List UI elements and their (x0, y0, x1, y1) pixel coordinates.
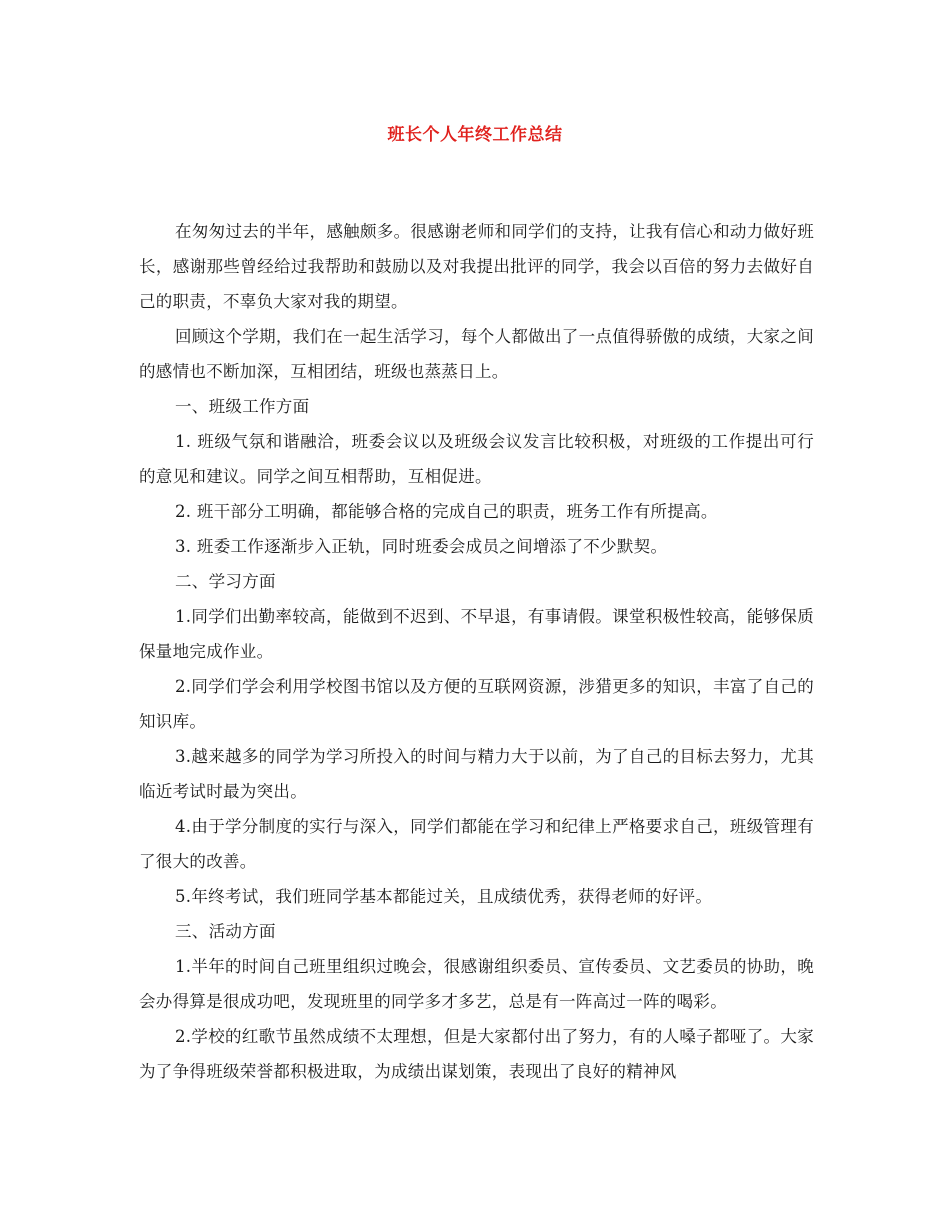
section-heading-activities: 三、活动方面 (175, 922, 276, 941)
section-heading-class-work: 一、班级工作方面 (175, 397, 310, 416)
list-item: 1. 班级气氛和谐融洽，班委会议以及班级会议发言比较积极，对班级的工作提出可行的意见和建议。同学之间互相帮助，互相促进。 (139, 432, 814, 486)
list-item: 2. 班干部分工明确，都能够合格的完成自己的职责，班务工作有所提高。 (175, 502, 718, 521)
list-item: 5.年终考试，我们班同学基本都能过关，且成绩优秀，获得老师的好评。 (175, 887, 713, 906)
paragraph-review: 回顾这个学期，我们在一起生活学习，每个人都做出了一点值得骄傲的成绩，大家之间的感情也不断加深，互相团结，班级也蒸蒸日上。 (139, 327, 814, 381)
paragraph-intro: 在匆匆过去的半年，感触颇多。很感谢老师和同学们的支持，让我有信心和动力做好班长，感谢那些曾经给过我帮助和鼓励以及对我提出批评的同学，我会以百倍的努力去做好自己的职责，不辜负大家对我的期望。 (139, 222, 814, 311)
document-title: 班长个人年终工作总结 (387, 125, 563, 145)
document-body (139, 214, 814, 1089)
list-item: 1.同学们出勤率较高，能做到不迟到、不早退，有事请假。课堂积极性较高，能够保质保量地完成作业。 (139, 607, 814, 661)
list-item: 4.由于学分制度的实行与深入，同学们都能在学习和纪律上严格要求自己，班级管理有了很大的改善。 (139, 817, 814, 871)
list-item: 2.同学们学会利用学校图书馆以及方便的互联网资源，涉猎更多的知识，丰富了自己的知识库。 (139, 677, 814, 731)
list-item: 3.越来越多的同学为学习所投入的时间与精力大于以前，为了自己的目标去努力，尤其临近考试时最为突出。 (139, 747, 814, 801)
list-item: 2.学校的红歌节虽然成绩不太理想，但是大家都付出了努力，有的人嗓子都哑了。大家为了争得班级荣誉都积极进取，为成绩出谋划策，表现出了良好的精神风 (139, 1027, 814, 1081)
list-item: 1.半年的时间自己班里组织过晚会，很感谢组织委员、宣传委员、文艺委员的协助，晚会办得算是很成功吧，发现班里的同学多才多艺，总是有一阵高过一阵的喝彩。 (139, 957, 814, 1011)
section-heading-study: 二、学习方面 (175, 572, 276, 591)
list-item: 3. 班委工作逐渐步入正轨，同时班委会成员之间增添了不少默契。 (175, 537, 668, 556)
